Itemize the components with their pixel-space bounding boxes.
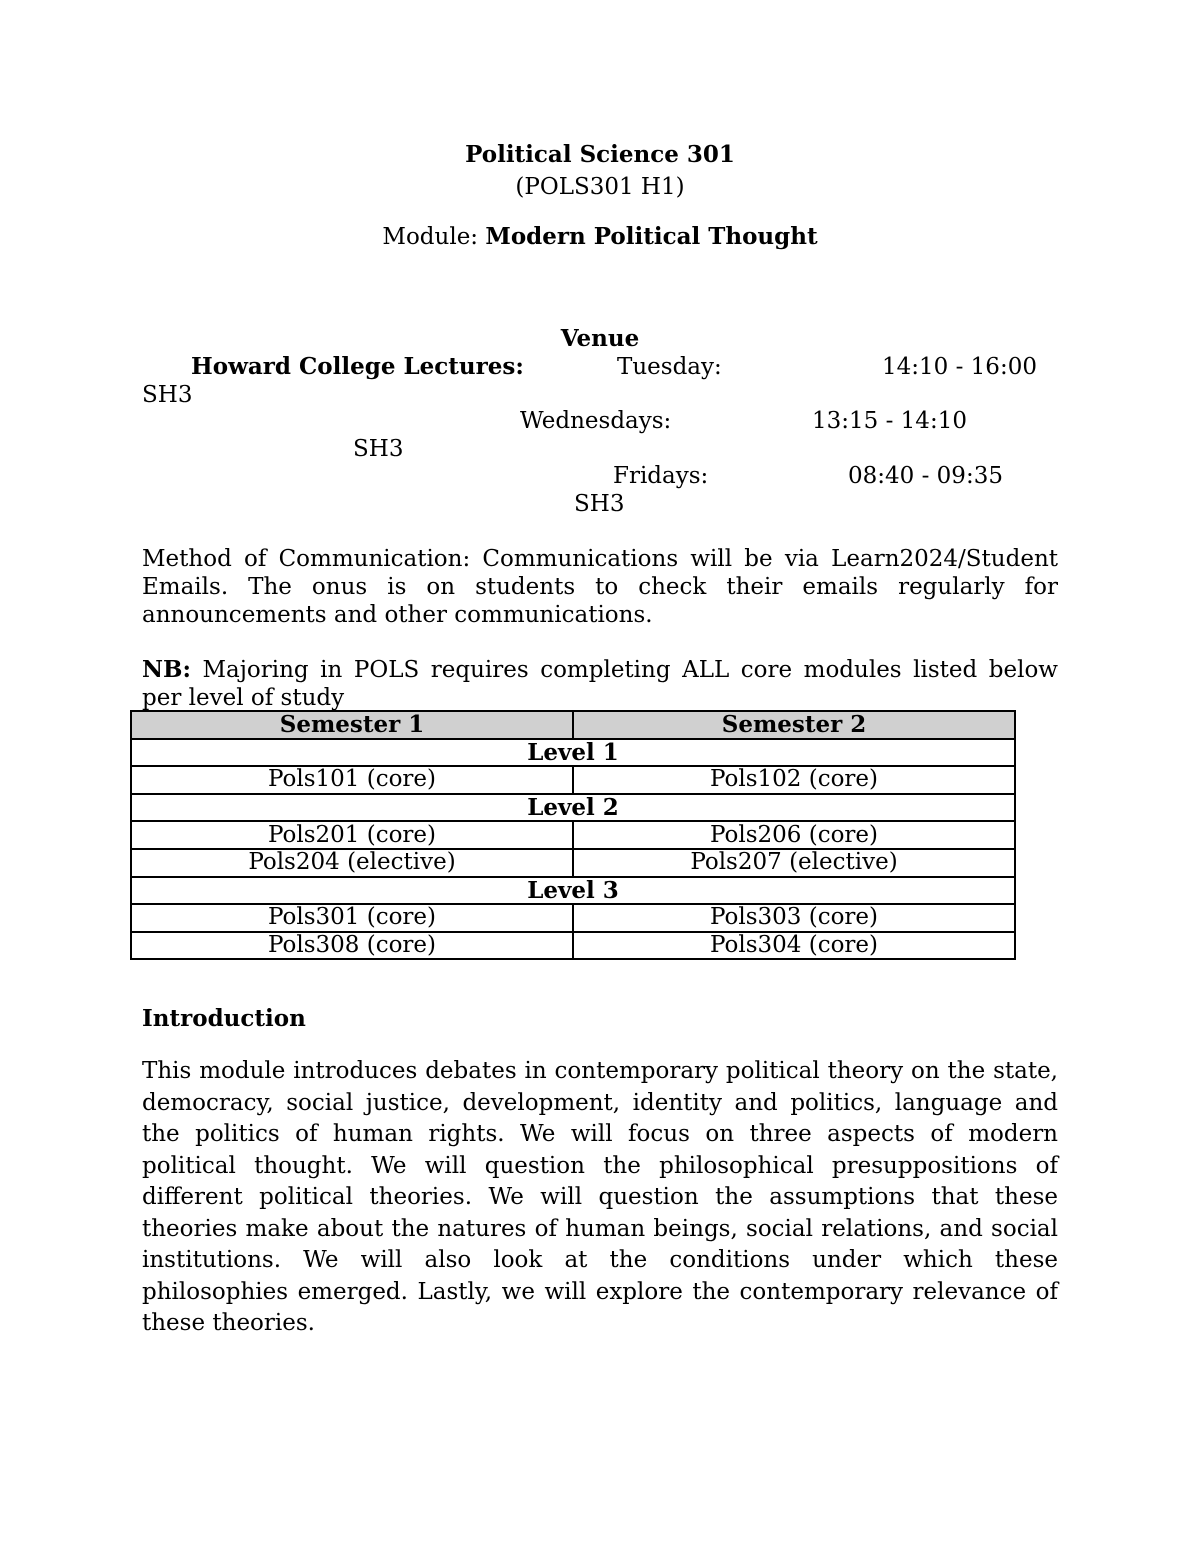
level-row bbox=[131, 877, 1015, 905]
table-row bbox=[131, 766, 1015, 794]
module-cell: Pols204 (elective) bbox=[131, 849, 573, 877]
header-semester-1: Semester 1 bbox=[131, 711, 573, 739]
module-cell: Pols303 (core) bbox=[573, 904, 1015, 932]
course-title: Political Science 301 bbox=[465, 141, 735, 168]
venue-heading: Venue bbox=[560, 325, 640, 352]
level-label: Level 1 bbox=[131, 739, 1015, 767]
header-semester-2: Semester 2 bbox=[573, 711, 1015, 739]
venue-label: Howard College Lectures: bbox=[191, 353, 524, 380]
session-room: SH3 bbox=[574, 491, 625, 517]
module-cell: Pols308 (core) bbox=[131, 932, 573, 960]
session-time: 14:10 - 16:00 bbox=[882, 354, 1037, 380]
session-time: 08:40 - 09:35 bbox=[848, 463, 1003, 489]
table-row bbox=[131, 821, 1015, 849]
communication-paragraph: Method of Communication: Communications will be via Learn2024/Student Emails. The onus is on students to check their emails regularly for announcements and other communications. bbox=[142, 546, 1058, 628]
nb-text: Majoring in POLS requires completing ALL core modules listed below per level of study bbox=[142, 657, 1058, 711]
nb-paragraph bbox=[142, 656, 1058, 712]
nb-label: NB: bbox=[142, 656, 191, 683]
table-row bbox=[131, 849, 1015, 877]
table-row bbox=[131, 904, 1015, 932]
module-cell: Pols101 (core) bbox=[131, 766, 573, 794]
session-time: 13:15 - 14:10 bbox=[812, 408, 967, 434]
level-label: Level 3 bbox=[131, 877, 1015, 905]
module-cell: Pols201 (core) bbox=[131, 821, 573, 849]
module-cell: Pols207 (elective) bbox=[573, 849, 1015, 877]
table-header-row bbox=[131, 711, 1015, 739]
session-day: Fridays: bbox=[613, 463, 709, 489]
level-row bbox=[131, 739, 1015, 767]
session-room: SH3 bbox=[353, 436, 404, 462]
introduction-paragraph: This module introduces debates in contemporary political theory on the state, democracy, social justice, development, identity and politics, language and the politics of human rights. We will focus on three aspects of modern political thought. We will question the philosophical presuppositions of different political theories. We will question the assumptions that these theories make about the natures of human beings, social relations, and social institutions. We will also look at the conditions under which these philosophies emerged. Lastly, we will explore the contemporary relevance of these theories. bbox=[142, 1058, 1058, 1336]
module-cell: Pols304 (core) bbox=[573, 932, 1015, 960]
module-name: Modern Political Thought bbox=[485, 223, 818, 250]
level-row bbox=[131, 794, 1015, 822]
module-cell: Pols102 (core) bbox=[573, 766, 1015, 794]
module-cell: Pols206 (core) bbox=[573, 821, 1015, 849]
session-day: Tuesday: bbox=[617, 354, 722, 380]
session-room: SH3 bbox=[142, 382, 193, 408]
table-row bbox=[131, 932, 1015, 960]
level-label: Level 2 bbox=[131, 794, 1015, 822]
module-line bbox=[0, 223, 1200, 251]
session-day: Wednesdays: bbox=[520, 408, 672, 434]
module-cell: Pols301 (core) bbox=[131, 904, 573, 932]
course-code: (POLS301 H1) bbox=[515, 174, 685, 200]
module-prefix: Module: bbox=[382, 224, 486, 250]
introduction-heading: Introduction bbox=[142, 1005, 306, 1032]
modules-table bbox=[130, 710, 1016, 960]
